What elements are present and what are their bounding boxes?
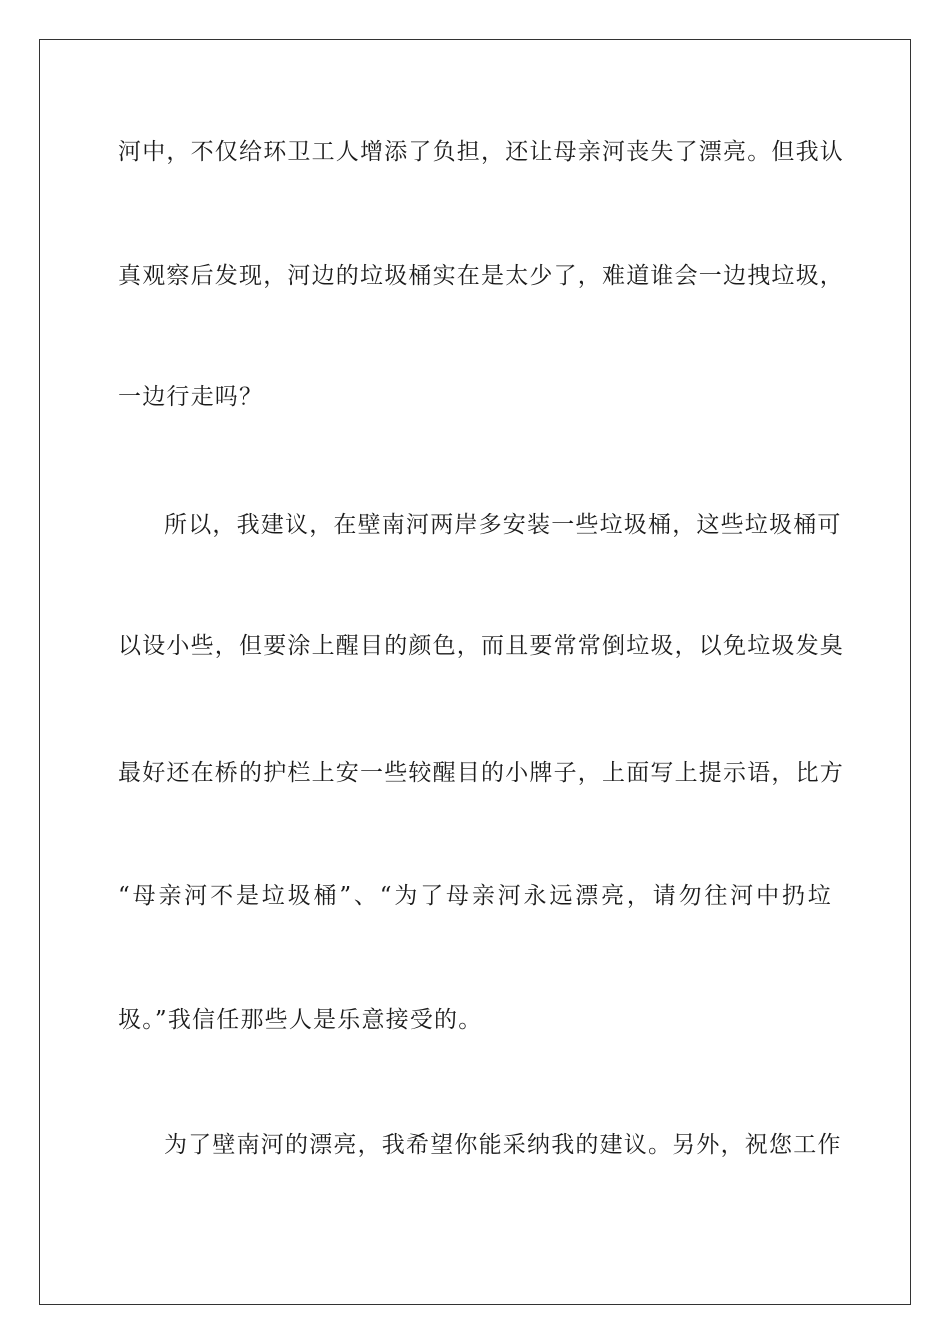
text-line: “母亲河不是垃圾桶”、“为了母亲河永远漂亮，请勿往河中扔垃: [118, 883, 832, 909]
paragraph-start-line: 所以，我建议，在壁南河两岸多安装一些垃圾桶，这些垃圾桶可: [164, 512, 842, 538]
paragraph-start-line: 为了壁南河的漂亮，我希望你能采纳我的建议。另外，祝您工作: [164, 1132, 842, 1158]
text-line: 最好还在桥的护栏上安一些较醒目的小牌子，上面写上提示语，比方: [118, 760, 844, 786]
text-line: 圾。”我信任那些人是乐意接受的。: [118, 1007, 483, 1033]
text-line: 河中，不仅给环卫工人增添了负担，还让母亲河丧失了漂亮。但我认: [118, 139, 844, 165]
text-line: 以设小些，但要涂上醒目的颜色，而且要常常倒垃圾，以免垃圾发臭: [118, 633, 844, 659]
text-line: 真观察后发现，河边的垃圾桶实在是太少了，难道谁会一边拽垃圾，: [118, 263, 844, 289]
page-border: [39, 39, 911, 1305]
text-line: 一边行走吗？: [118, 384, 264, 410]
